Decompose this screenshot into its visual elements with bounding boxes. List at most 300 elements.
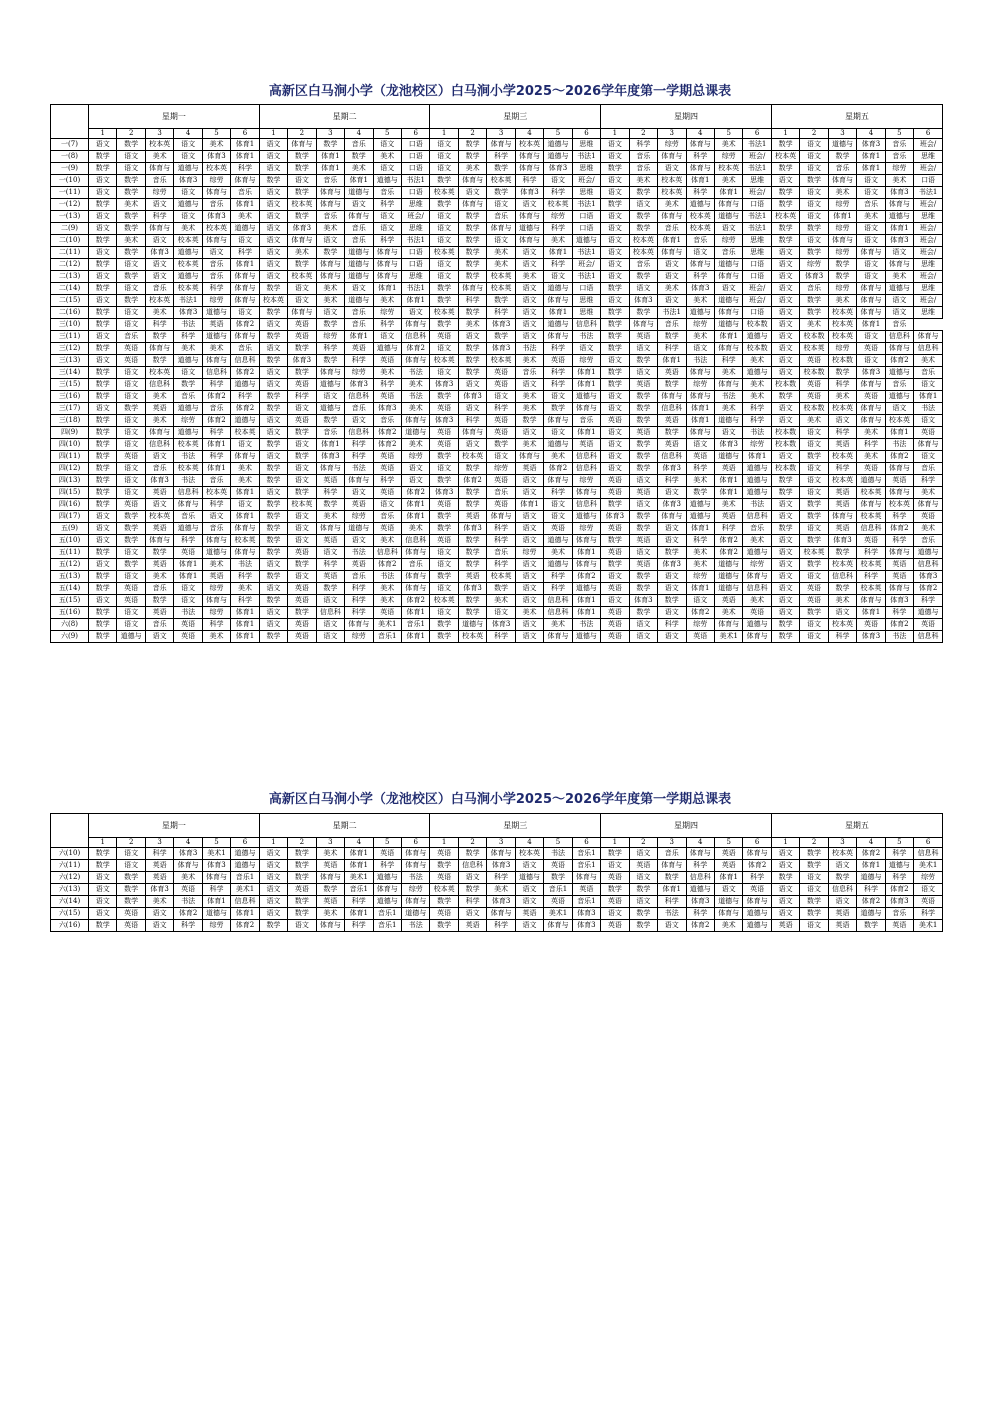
class-name: 六(10) <box>51 848 89 860</box>
subject-cell: 美术 <box>544 235 572 247</box>
subject-cell: 英语 <box>857 535 885 547</box>
period-number: 3 <box>145 129 173 139</box>
subject-cell: 语文 <box>629 199 657 211</box>
subject-cell: 语文 <box>174 583 202 595</box>
subject-cell: 英语 <box>885 475 913 487</box>
subject-cell: 语文 <box>601 391 629 403</box>
subject-cell: 口语 <box>401 259 429 271</box>
subject-cell: 英语 <box>430 439 458 451</box>
subject-cell: 语文 <box>771 908 799 920</box>
subject-cell: 语文 <box>117 379 145 391</box>
class-name: 四(13) <box>51 475 89 487</box>
subject-cell: 数学 <box>288 187 316 199</box>
subject-cell: 书法 <box>885 439 913 451</box>
subject-cell: 校本英 <box>629 235 657 247</box>
subject-cell: 语文 <box>288 283 316 295</box>
subject-cell: 语文 <box>145 920 173 932</box>
subject-cell: 体育与 <box>316 187 344 199</box>
subject-cell: 英语 <box>828 908 856 920</box>
subject-cell: 数学 <box>828 271 856 283</box>
subject-cell: 美术 <box>145 415 173 427</box>
subject-cell: 体育1 <box>401 511 429 523</box>
period-number: 2 <box>117 838 145 848</box>
subject-cell: 语文 <box>572 343 600 355</box>
subject-cell: 体育1 <box>202 463 230 475</box>
subject-cell: 数学 <box>316 319 344 331</box>
subject-cell: 科学 <box>544 187 572 199</box>
subject-cell: 数学 <box>117 896 145 908</box>
subject-cell: 英语 <box>202 571 230 583</box>
subject-cell: 体育1 <box>828 211 856 223</box>
subject-cell: 语文 <box>771 247 799 259</box>
subject-cell: 数学 <box>828 872 856 884</box>
subject-cell: 体育1 <box>345 848 373 860</box>
subject-cell: 英语 <box>202 319 230 331</box>
subject-cell: 英语 <box>430 427 458 439</box>
subject-cell: 科学 <box>145 319 173 331</box>
subject-cell: 数学 <box>458 139 486 151</box>
subject-cell: 体育2 <box>885 451 913 463</box>
subject-cell: 数学 <box>771 475 799 487</box>
subject-cell: 英语 <box>800 391 828 403</box>
subject-cell: 体育与 <box>544 631 572 643</box>
subject-cell: 道德与 <box>373 872 401 884</box>
subject-cell: 体育与 <box>544 415 572 427</box>
subject-cell: 体育1 <box>231 908 259 920</box>
subject-cell: 数学 <box>259 571 287 583</box>
subject-cell: 体育3 <box>601 511 629 523</box>
subject-cell: 思维 <box>914 307 943 319</box>
period-number: 5 <box>373 129 401 139</box>
subject-cell: 语文 <box>771 571 799 583</box>
subject-cell: 体育2 <box>572 571 600 583</box>
subject-cell: 体育2 <box>857 848 885 860</box>
subject-cell: 道德与 <box>686 884 714 896</box>
subject-cell: 美术 <box>373 151 401 163</box>
subject-cell: 语文 <box>544 499 572 511</box>
subject-cell: 语文 <box>515 331 543 343</box>
subject-cell: 语文 <box>174 139 202 151</box>
subject-cell: 校本英 <box>771 151 799 163</box>
subject-cell: 数学 <box>601 499 629 511</box>
subject-cell: 校本英 <box>145 295 173 307</box>
subject-cell: 书法 <box>174 607 202 619</box>
subject-cell: 体育与 <box>316 367 344 379</box>
subject-cell: 体育与 <box>544 475 572 487</box>
subject-cell: 语文 <box>259 211 287 223</box>
subject-cell: 音乐 <box>401 559 429 571</box>
subject-cell: 体育与 <box>231 331 259 343</box>
period-number: 4 <box>686 838 714 848</box>
subject-cell: 语文 <box>629 848 657 860</box>
period-number: 1 <box>89 129 117 139</box>
subject-cell: 语文 <box>145 631 173 643</box>
page-title-2: 高新区白马涧小学（龙池校区）白马涧小学2025～2026学年度第一学期总课表 <box>268 792 732 807</box>
subject-cell: 数学 <box>487 295 515 307</box>
subject-cell: 信息科 <box>743 511 771 523</box>
subject-cell: 体育1 <box>885 223 913 235</box>
table-row <box>51 451 943 463</box>
subject-cell: 体育与 <box>316 872 344 884</box>
subject-cell: 科学 <box>914 595 943 607</box>
subject-cell: 科学 <box>658 896 686 908</box>
subject-cell: 语文 <box>515 535 543 547</box>
subject-cell: 校本英 <box>857 583 885 595</box>
subject-cell: 语文 <box>89 535 117 547</box>
subject-cell: 科学 <box>885 511 913 523</box>
subject-cell: 数学 <box>288 427 316 439</box>
subject-cell: 数学 <box>259 331 287 343</box>
subject-cell: 综劳 <box>686 571 714 583</box>
subject-cell: 道德与 <box>743 547 771 559</box>
subject-cell: 校本英 <box>828 559 856 571</box>
subject-cell: 数学 <box>89 860 117 872</box>
subject-cell: 数学 <box>658 547 686 559</box>
subject-cell: 语文 <box>231 439 259 451</box>
subject-cell: 英语 <box>601 872 629 884</box>
subject-cell: 校本英 <box>174 235 202 247</box>
subject-cell: 体育1 <box>714 487 742 499</box>
subject-cell: 英语 <box>714 848 742 860</box>
table-row <box>51 235 943 247</box>
subject-cell: 数学 <box>686 487 714 499</box>
subject-cell: 科学 <box>458 896 486 908</box>
subject-cell: 信息科 <box>373 547 401 559</box>
class-name: 五(14) <box>51 583 89 595</box>
subject-cell: 数学 <box>316 583 344 595</box>
class-name: 一(13) <box>51 211 89 223</box>
subject-cell: 语文 <box>601 187 629 199</box>
subject-cell: 音乐 <box>487 487 515 499</box>
subject-cell: 道德与 <box>714 295 742 307</box>
subject-cell: 科学 <box>202 499 230 511</box>
subject-cell: 体育与 <box>686 163 714 175</box>
subject-cell: 语文 <box>373 139 401 151</box>
subject-cell: 语文 <box>259 271 287 283</box>
subject-cell: 数学 <box>544 872 572 884</box>
subject-cell: 英语 <box>885 559 913 571</box>
period-number: 5 <box>544 129 572 139</box>
subject-cell: 数学 <box>89 259 117 271</box>
subject-cell: 体育3 <box>544 163 572 175</box>
subject-cell: 信息科 <box>686 872 714 884</box>
subject-cell: 信息科 <box>572 319 600 331</box>
subject-cell: 口语 <box>572 283 600 295</box>
subject-cell: 数学 <box>458 151 486 163</box>
subject-cell: 班会/ <box>914 139 943 151</box>
subject-cell: 数学 <box>658 872 686 884</box>
subject-cell: 英语 <box>686 631 714 643</box>
subject-cell: 书法1 <box>914 187 943 199</box>
subject-cell: 美术 <box>857 427 885 439</box>
subject-cell: 英语 <box>601 619 629 631</box>
subject-cell: 体育1 <box>345 860 373 872</box>
subject-cell: 科学 <box>743 872 771 884</box>
subject-cell: 书法 <box>174 896 202 908</box>
subject-cell: 体育3 <box>430 487 458 499</box>
subject-cell: 语文 <box>117 860 145 872</box>
subject-cell: 英语 <box>601 896 629 908</box>
subject-cell: 语文 <box>515 896 543 908</box>
subject-cell: 语文 <box>601 403 629 415</box>
subject-cell: 数学 <box>89 920 117 932</box>
subject-cell: 语文 <box>658 487 686 499</box>
subject-cell: 道德与 <box>714 559 742 571</box>
subject-cell: 英语 <box>487 367 515 379</box>
subject-cell: 数学 <box>89 487 117 499</box>
subject-cell: 道德与 <box>544 559 572 571</box>
subject-cell: 数学 <box>629 523 657 535</box>
subject-cell: 数学 <box>89 283 117 295</box>
subject-cell: 美术 <box>487 247 515 259</box>
subject-cell: 语文 <box>174 187 202 199</box>
subject-cell: 数学 <box>430 523 458 535</box>
subject-cell: 校本数 <box>771 427 799 439</box>
subject-cell: 数学 <box>629 271 657 283</box>
subject-cell: 综劳 <box>714 151 742 163</box>
subject-cell: 数学 <box>117 139 145 151</box>
subject-cell: 数学 <box>458 559 486 571</box>
subject-cell: 科学 <box>373 199 401 211</box>
subject-cell: 信息科 <box>914 343 943 355</box>
subject-cell: 美术 <box>202 343 230 355</box>
subject-cell: 体育2 <box>885 523 913 535</box>
subject-cell: 道德与 <box>174 163 202 175</box>
subject-cell: 科学 <box>345 439 373 451</box>
subject-cell: 数学 <box>487 163 515 175</box>
subject-cell: 道德与 <box>174 199 202 211</box>
subject-cell: 信息科 <box>572 463 600 475</box>
subject-cell: 体育与 <box>401 415 429 427</box>
subject-cell: 思维 <box>743 235 771 247</box>
subject-cell: 体育2 <box>202 391 230 403</box>
subject-cell: 科学 <box>885 535 913 547</box>
subject-cell: 体育与 <box>857 307 885 319</box>
period-number: 1 <box>771 838 799 848</box>
subject-cell: 科学 <box>487 631 515 643</box>
subject-cell: 数学 <box>458 271 486 283</box>
subject-cell: 语文 <box>515 920 543 932</box>
subject-cell: 英语 <box>345 343 373 355</box>
subject-cell: 语文 <box>771 511 799 523</box>
subject-cell: 科学 <box>174 920 202 932</box>
subject-cell: 语文 <box>515 571 543 583</box>
subject-cell: 美术 <box>373 295 401 307</box>
table-row <box>51 319 943 331</box>
subject-cell: 道德与 <box>857 908 885 920</box>
subject-cell: 语文 <box>771 319 799 331</box>
subject-cell: 信息科 <box>572 451 600 463</box>
subject-cell: 语文 <box>401 475 429 487</box>
subject-cell: 体育1 <box>316 151 344 163</box>
subject-cell: 音乐 <box>202 259 230 271</box>
subject-cell: 语文 <box>629 343 657 355</box>
subject-cell: 科学 <box>885 848 913 860</box>
subject-cell: 音乐 <box>572 415 600 427</box>
subject-cell: 音乐1 <box>572 896 600 908</box>
subject-cell: 语文 <box>89 295 117 307</box>
subject-cell: 信息科 <box>857 523 885 535</box>
subject-cell: 体育与 <box>857 283 885 295</box>
subject-cell: 语文 <box>515 427 543 439</box>
subject-cell: 美术 <box>544 619 572 631</box>
subject-cell: 道德与 <box>202 908 230 920</box>
subject-cell: 体育2 <box>885 619 913 631</box>
subject-cell: 英语 <box>885 920 913 932</box>
subject-cell: 数学 <box>288 163 316 175</box>
subject-cell: 校本英 <box>658 175 686 187</box>
class-name: 六(9) <box>51 631 89 643</box>
period-number: 4 <box>174 129 202 139</box>
subject-cell: 数学 <box>117 872 145 884</box>
subject-cell: 语文 <box>828 607 856 619</box>
subject-cell: 道德与 <box>373 175 401 187</box>
subject-cell: 数学 <box>89 499 117 511</box>
subject-cell: 体育3 <box>800 271 828 283</box>
subject-cell: 语文 <box>117 439 145 451</box>
subject-cell: 语文 <box>515 583 543 595</box>
subject-cell: 体育与 <box>686 139 714 151</box>
subject-cell: 数学 <box>117 884 145 896</box>
subject-cell: 校本英 <box>800 343 828 355</box>
subject-cell: 科学 <box>914 908 943 920</box>
subject-cell: 体育3 <box>487 619 515 631</box>
subject-cell: 语文 <box>231 499 259 511</box>
subject-cell: 思维 <box>914 211 943 223</box>
subject-cell: 语文 <box>771 367 799 379</box>
subject-cell: 体育1 <box>231 139 259 151</box>
subject-cell: 体育与 <box>572 535 600 547</box>
subject-cell: 英语 <box>373 451 401 463</box>
subject-cell: 英语 <box>601 487 629 499</box>
subject-cell: 语文 <box>487 391 515 403</box>
subject-cell: 校本英 <box>828 848 856 860</box>
period-number: 6 <box>401 838 429 848</box>
subject-cell: 数学 <box>430 920 458 932</box>
subject-cell: 语文 <box>288 535 316 547</box>
subject-cell: 体育与 <box>658 860 686 872</box>
subject-cell: 体育与 <box>572 403 600 415</box>
period-number: 4 <box>857 129 885 139</box>
subject-cell: 科学 <box>544 343 572 355</box>
subject-cell: 体育3 <box>658 559 686 571</box>
subject-cell: 思维 <box>572 139 600 151</box>
subject-cell: 英语 <box>572 884 600 896</box>
subject-cell: 音乐 <box>515 367 543 379</box>
subject-cell: 综劳 <box>686 319 714 331</box>
subject-cell: 综劳 <box>487 463 515 475</box>
subject-cell: 美术 <box>828 391 856 403</box>
subject-cell: 数学 <box>259 547 287 559</box>
subject-cell: 体育1 <box>686 583 714 595</box>
subject-cell: 语文 <box>828 415 856 427</box>
subject-cell: 英语 <box>288 619 316 631</box>
class-name: 二(10) <box>51 235 89 247</box>
subject-cell: 语文 <box>771 259 799 271</box>
subject-cell: 语文 <box>345 283 373 295</box>
subject-cell: 体育3 <box>914 571 943 583</box>
table-row <box>51 331 943 343</box>
subject-cell: 美术1 <box>231 884 259 896</box>
subject-cell: 校本英 <box>515 139 543 151</box>
subject-cell: 道德与 <box>714 451 742 463</box>
subject-cell: 体育1 <box>401 631 429 643</box>
subject-cell: 英语 <box>117 355 145 367</box>
subject-cell: 数学 <box>345 151 373 163</box>
subject-cell: 语文 <box>771 331 799 343</box>
subject-cell: 道德与 <box>714 319 742 331</box>
subject-cell: 数学 <box>259 175 287 187</box>
period-number: 5 <box>714 129 742 139</box>
subject-cell: 语文 <box>345 487 373 499</box>
subject-cell: 语文 <box>487 607 515 619</box>
subject-cell: 数学 <box>828 583 856 595</box>
subject-cell: 语文 <box>145 451 173 463</box>
subject-cell: 英语 <box>914 511 943 523</box>
subject-cell: 科学 <box>373 860 401 872</box>
subject-cell: 英语 <box>117 920 145 932</box>
subject-cell: 音乐 <box>800 283 828 295</box>
subject-cell: 综劳 <box>345 631 373 643</box>
subject-cell: 英语 <box>373 355 401 367</box>
subject-cell: 数学 <box>601 367 629 379</box>
subject-cell: 思维 <box>572 187 600 199</box>
subject-cell: 体育1 <box>231 259 259 271</box>
subject-cell: 英语 <box>828 499 856 511</box>
subject-cell: 语文 <box>629 499 657 511</box>
subject-cell: 音乐 <box>174 511 202 523</box>
subject-cell: 书法1 <box>743 211 771 223</box>
subject-cell: 道德与 <box>345 295 373 307</box>
subject-cell: 数学 <box>430 283 458 295</box>
subject-cell: 体育与 <box>885 343 913 355</box>
subject-cell: 体育与 <box>487 908 515 920</box>
subject-cell: 道德与 <box>572 511 600 523</box>
subject-cell: 校本数 <box>771 379 799 391</box>
subject-cell: 英语 <box>430 848 458 860</box>
subject-cell: 综劳 <box>401 451 429 463</box>
subject-cell: 体育1 <box>345 331 373 343</box>
period-number: 3 <box>487 129 515 139</box>
subject-cell: 综劳 <box>658 139 686 151</box>
subject-cell: 语文 <box>373 331 401 343</box>
period-number: 6 <box>914 838 943 848</box>
subject-cell: 语文 <box>515 295 543 307</box>
subject-cell: 语文 <box>259 872 287 884</box>
subject-cell: 美术 <box>743 595 771 607</box>
subject-cell: 数学 <box>487 439 515 451</box>
subject-cell: 体育与 <box>202 235 230 247</box>
subject-cell: 体育与 <box>686 848 714 860</box>
subject-cell: 语文 <box>515 307 543 319</box>
subject-cell: 道德与 <box>174 247 202 259</box>
subject-cell: 体育3 <box>316 451 344 463</box>
subject-cell: 英语 <box>117 343 145 355</box>
subject-cell: 校本英 <box>771 211 799 223</box>
subject-cell: 道德与 <box>544 319 572 331</box>
subject-cell: 体育1 <box>345 908 373 920</box>
subject-cell: 校本英 <box>828 319 856 331</box>
subject-cell: 美术 <box>117 235 145 247</box>
subject-cell: 语文 <box>857 187 885 199</box>
subject-cell: 语文 <box>259 427 287 439</box>
period-number: 6 <box>914 129 943 139</box>
subject-cell: 体育与 <box>885 547 913 559</box>
subject-cell: 道德与 <box>401 427 429 439</box>
subject-cell: 数学 <box>458 499 486 511</box>
subject-cell: 数学 <box>828 367 856 379</box>
subject-cell: 体育与 <box>544 331 572 343</box>
